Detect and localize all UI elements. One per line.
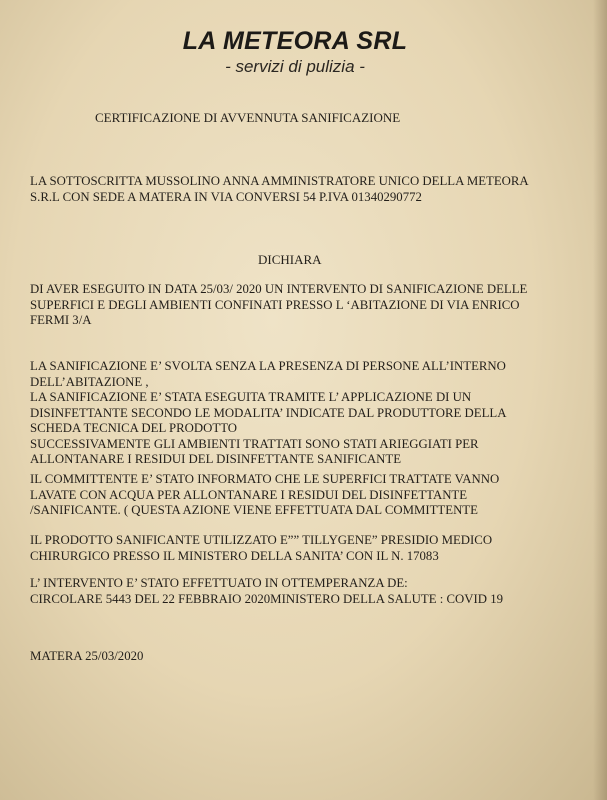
text-line: SCHEDA TECNICA DEL PRODOTTO xyxy=(30,421,238,435)
text-line: CIRCOLARE 5443 DEL 22 FEBBRAIO 2020MINISTERO DELLA SALUTE : COVID 19 xyxy=(30,591,504,606)
document-title: CERTIFICAZIONE DI AVVENNUTA SANIFICAZIONE xyxy=(95,110,401,125)
text-line: FERMI 3/A xyxy=(30,313,92,327)
text-line: SUPERFICI E DEGLI AMBIENTI CONFINATI PRESSO L ‘ABITAZIONE DI VIA ENRICO xyxy=(30,297,520,312)
text-line: ALLONTANARE I RESIDUI DEL DISINFETTANTE SANIFICANTE xyxy=(30,452,402,466)
procedure-paragraph xyxy=(30,359,506,468)
text-line: LA SANIFICAZIONE E’ SVOLTA SENZA LA PRESENZA DI PERSONE ALL’INTERNO xyxy=(30,359,506,373)
text-line: LA SANIFICAZIONE E’ STATA ESEGUITA TRAMITE L’ APPLICAZIONE DI UN xyxy=(30,390,472,404)
text-line: LA SOTTOSCRITTA MUSSOLINO ANNA AMMINISTRATORE UNICO DELLA METEORA xyxy=(30,174,529,188)
company-logo-name: LA METEORA SRL xyxy=(182,27,408,55)
text-line: SUCCESSIVAMENTE GLI AMBIENTI TRATTATI SONO STATI ARIEGGIATI PER xyxy=(30,436,479,451)
company-tagline: - servizi di pulizia - xyxy=(225,57,365,76)
text-line: S.R.L CON SEDE A MATERA IN VIA CONVERSI 54 P.IVA 01340290772 xyxy=(30,189,422,204)
place-and-date: MATERA 25/03/2020 xyxy=(30,649,144,663)
intro-paragraph xyxy=(30,174,529,205)
compliance-paragraph xyxy=(30,576,503,607)
text-line: DI AVER ESEGUITO IN DATA 25/03/ 2020 UN INTERVENTO DI SANIFICAZIONE DELLE xyxy=(30,282,528,296)
text-line: DISINFETTANTE SECONDO LE MODALITA’ INDICATE DAL PRODUTTORE DELLA xyxy=(30,405,507,420)
text-line: /SANIFICANTE. ( QUESTA AZIONE VIENE EFFETTUATA DAL COMMITTENTE xyxy=(30,503,478,517)
declaration-paragraph xyxy=(30,282,527,329)
client-notice-paragraph xyxy=(30,472,499,519)
text-line: L’ INTERVENTO E’ STATO EFFETTUATO IN OTTEMPERANZA DE: xyxy=(30,576,408,590)
text-line: LAVATE CON ACQUA PER ALLONTANARE I RESIDUI DEL DISINFETTANTE xyxy=(30,487,468,502)
declares-heading: DICHIARA xyxy=(258,252,322,267)
text-line: IL PRODOTTO SANIFICANTE UTILIZZATO E”” TILLYGENE” PRESIDIO MEDICO xyxy=(30,533,493,547)
product-paragraph xyxy=(30,533,492,564)
text-line: IL COMMITTENTE E’ STATO INFORMATO CHE LE SUPERFICI TRATTATE VANNO xyxy=(30,472,500,486)
text-line: DELL’ABITAZIONE , xyxy=(30,374,149,389)
text-line: CHIRURGICO PRESSO IL MINISTERO DELLA SANITA’ CON IL N. 17083 xyxy=(30,548,439,563)
